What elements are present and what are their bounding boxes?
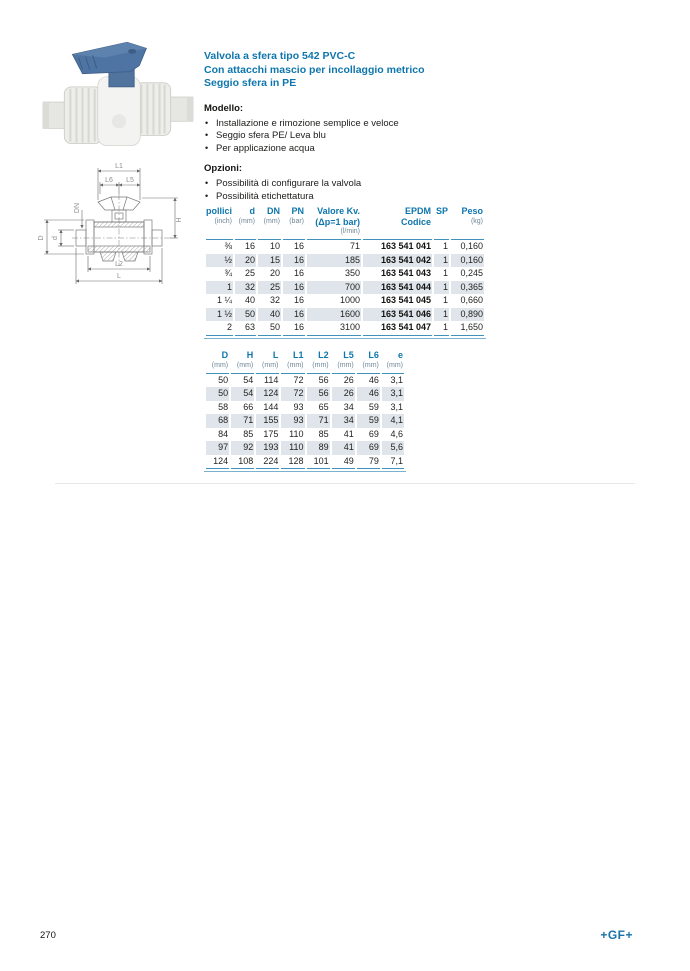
product-title-line-2: Con attacchi mascio per incollaggio metrico [204, 63, 425, 76]
table-cell: 114 [264, 374, 279, 385]
table-cell: 89 [307, 441, 330, 455]
table-row [206, 414, 404, 428]
bullet-item: • Per applicazione acqua [204, 143, 504, 156]
table-cell: 85 [318, 428, 329, 439]
table-cell: 1,650 [451, 321, 484, 336]
column-header: L5 (mm) [332, 350, 355, 374]
table-cell: 0,890 [451, 308, 484, 322]
dim-label-d-big: D [38, 235, 45, 241]
model-feature-list [204, 118, 504, 156]
table-cell: 7,1 [382, 455, 404, 470]
table-cell: 1 [434, 281, 449, 295]
table-cell: 49 [332, 455, 355, 470]
table-cell: 3,1 [390, 374, 403, 385]
table-row [206, 254, 484, 268]
table-cell: 54 [231, 387, 254, 401]
table-cell: 41 [332, 441, 355, 455]
table-cell: 1 ¼ [216, 295, 232, 305]
column-header: e (mm) [382, 350, 404, 374]
table-cell: 50 [235, 308, 256, 322]
table-cell: 1 [442, 268, 448, 278]
table-cell: 63 [235, 321, 256, 336]
column-header: DN (mm) [258, 206, 281, 240]
dim-label-l5: L5 [126, 177, 134, 184]
table-row [206, 294, 484, 308]
table-cell: 163 541 047 [363, 321, 432, 336]
dim-label-h: H [176, 217, 183, 223]
table-cell: 25 [244, 268, 255, 278]
table-cell: 71 [231, 414, 254, 428]
table-cell: 163 541 042 [363, 254, 432, 268]
table-cell: ½ [206, 254, 233, 268]
table-cell: 59 [368, 401, 379, 412]
bullet-item: • Possibilità di configurare la valvola [204, 178, 504, 191]
table-cell: 50 [218, 374, 229, 385]
table-cell: 65 [318, 401, 329, 412]
table-cell: 68 [206, 414, 229, 428]
table-cell: 93 [293, 401, 304, 412]
table-cell: 128 [281, 455, 304, 470]
table-row [206, 441, 404, 455]
table-row [206, 321, 484, 336]
table-cell: 79 [357, 455, 380, 470]
column-header: pollici (inch) [206, 206, 233, 240]
technical-drawing [36, 158, 194, 290]
table-cell: 40 [244, 295, 255, 305]
table-bottom-rule [204, 338, 486, 339]
table-cell: 110 [281, 441, 304, 455]
table-cell: 1 [442, 241, 448, 251]
table-cell: 124 [206, 455, 229, 470]
table-cell: 20 [269, 268, 280, 278]
table-cell: 2 [206, 321, 233, 336]
dimensions-table-wrap [204, 350, 406, 472]
table-cell: 1 [434, 308, 449, 322]
table-cell: 155 [256, 414, 279, 428]
table-cell: 16 [293, 241, 304, 251]
table-cell: 16 [283, 254, 305, 268]
table-cell: 16 [293, 268, 304, 278]
dim-label-l2: L2 [115, 261, 123, 268]
table-cell: 46 [357, 387, 380, 401]
table-cell: 1 [434, 254, 449, 268]
table-cell: 32 [269, 295, 280, 305]
table-cell: 0,660 [460, 295, 483, 305]
table-cell: 10 [269, 241, 280, 251]
product-photo [42, 40, 194, 154]
dim-label-dn: DN [74, 202, 81, 214]
ordering-table-header-row [206, 206, 484, 240]
table-row [206, 401, 404, 415]
table-cell: 163 541 045 [380, 295, 431, 305]
dimension-labels [38, 163, 183, 280]
table-cell: 85 [243, 428, 254, 439]
column-header: d (mm) [235, 206, 256, 240]
table-cell: 1000 [339, 295, 360, 305]
column-header: H (mm) [231, 350, 254, 374]
table-row [206, 387, 404, 401]
table-cell: 26 [343, 374, 354, 385]
table-row [206, 455, 404, 470]
table-cell: 163 541 046 [363, 308, 432, 322]
dim-label-l: L [117, 273, 121, 280]
table-cell: 72 [293, 374, 304, 385]
table-cell: 50 [206, 387, 229, 401]
table-cell: 3,1 [390, 401, 403, 412]
bullet-item: • Installazione e rimozione semplice e veloce [204, 118, 504, 131]
column-header: PN (bar) [283, 206, 305, 240]
column-header: Peso (kg) [451, 206, 484, 240]
column-header: L2 (mm) [307, 350, 330, 374]
table-cell: 25 [258, 281, 281, 295]
table-cell: 124 [256, 387, 279, 401]
table-cell: 69 [357, 441, 380, 455]
table-cell: 66 [243, 401, 254, 412]
model-heading: Modello: [204, 102, 244, 114]
table-cell: 144 [263, 401, 279, 412]
table-cell: 108 [231, 455, 254, 470]
table-cell: 46 [368, 374, 379, 385]
column-header: D (mm) [206, 350, 229, 374]
ordering-table [204, 206, 486, 336]
table-cell: 163 541 044 [363, 281, 432, 295]
dim-label-l6: L6 [105, 177, 113, 184]
dimensions-table [204, 350, 406, 469]
table-cell: 16 [293, 295, 304, 305]
table-cell: 40 [258, 308, 281, 322]
table-cell: 26 [332, 387, 355, 401]
table-cell: 93 [281, 414, 304, 428]
table-cell: 163 541 043 [380, 268, 431, 278]
table-cell: 0,160 [460, 241, 483, 251]
table-cell: 110 [289, 428, 304, 439]
section-divider [55, 483, 635, 484]
dim-label-l1: L1 [115, 163, 123, 170]
table-cell: 4,6 [390, 428, 403, 439]
table-cell: 34 [332, 414, 355, 428]
table-cell: 41 [343, 428, 354, 439]
table-cell: 5,6 [382, 441, 404, 455]
table-bottom-rule [204, 471, 406, 472]
table-cell: 56 [318, 374, 329, 385]
table-cell: 15 [258, 254, 281, 268]
product-title-line-1: Valvola a sfera tipo 542 PVC-C [204, 50, 356, 62]
table-row [206, 308, 484, 322]
table-cell: 1 [206, 281, 233, 295]
table-cell: 1 ½ [206, 308, 233, 322]
table-cell: 224 [256, 455, 279, 470]
column-header: L (mm) [256, 350, 279, 374]
options-heading: Opzioni: [204, 162, 242, 174]
table-cell: 350 [344, 268, 360, 278]
table-cell: 59 [357, 414, 380, 428]
dim-label-d-small: d [52, 236, 59, 240]
table-cell: 71 [307, 414, 330, 428]
table-cell: 101 [307, 455, 330, 470]
table-row [206, 374, 404, 388]
column-header: SP [434, 206, 449, 240]
table-cell: 3,1 [382, 387, 404, 401]
table-cell: 72 [281, 387, 304, 401]
table-cell: 84 [218, 428, 229, 439]
table-cell: 16 [283, 321, 305, 336]
table-row [206, 281, 484, 295]
table-cell: 0,160 [451, 254, 484, 268]
column-header: L1 (mm) [281, 350, 304, 374]
dimensions-table-header-row [206, 350, 404, 374]
table-cell: 34 [343, 401, 354, 412]
bullet-item: • Seggio sfera PE/ Leva blu [204, 130, 504, 143]
table-cell: 163 541 041 [380, 241, 431, 251]
table-cell: 69 [368, 428, 379, 439]
table-cell: 50 [258, 321, 281, 336]
table-cell: 700 [307, 281, 361, 295]
table-cell: 1 [442, 295, 448, 305]
table-cell: ¾ [224, 268, 232, 278]
product-title-line-3: Seggio sfera in PE [204, 77, 297, 89]
options-feature-list [204, 178, 504, 204]
table-cell: 193 [256, 441, 279, 455]
table-cell: 175 [263, 428, 279, 439]
bullet-item: • Possibilità etichettatura [204, 191, 504, 204]
table-cell: 0,245 [460, 268, 483, 278]
gf-logo: +GF+ [600, 928, 633, 942]
table-row [206, 428, 404, 442]
table-cell: 56 [307, 387, 330, 401]
table-cell: 4,1 [382, 414, 404, 428]
table-cell: 58 [218, 401, 229, 412]
table-row [206, 240, 484, 254]
column-header: L6 (mm) [357, 350, 380, 374]
table-cell: 97 [206, 441, 229, 455]
table-cell: 3100 [307, 321, 361, 336]
table-cell: 0,365 [451, 281, 484, 295]
table-cell: 54 [243, 374, 254, 385]
table-cell: 32 [235, 281, 256, 295]
table-cell: 16 [283, 308, 305, 322]
table-row [206, 267, 484, 281]
table-cell: ⅜ [224, 241, 232, 251]
table-cell: 16 [283, 281, 305, 295]
page-number: 270 [40, 930, 56, 941]
table-cell: 185 [307, 254, 361, 268]
table-cell: 92 [231, 441, 254, 455]
table-cell: 1600 [307, 308, 361, 322]
table-cell: 1 [434, 321, 449, 336]
column-header: EPDM Codice [363, 206, 432, 240]
ordering-table-wrap [204, 206, 486, 339]
valve-outline [72, 194, 170, 266]
table-cell: 16 [244, 241, 255, 251]
table-cell: 71 [349, 241, 360, 251]
description-block [204, 50, 504, 203]
table-cell: 20 [235, 254, 256, 268]
column-header: Valore Kv. (Δp=1 bar) (l/min) [307, 206, 361, 240]
